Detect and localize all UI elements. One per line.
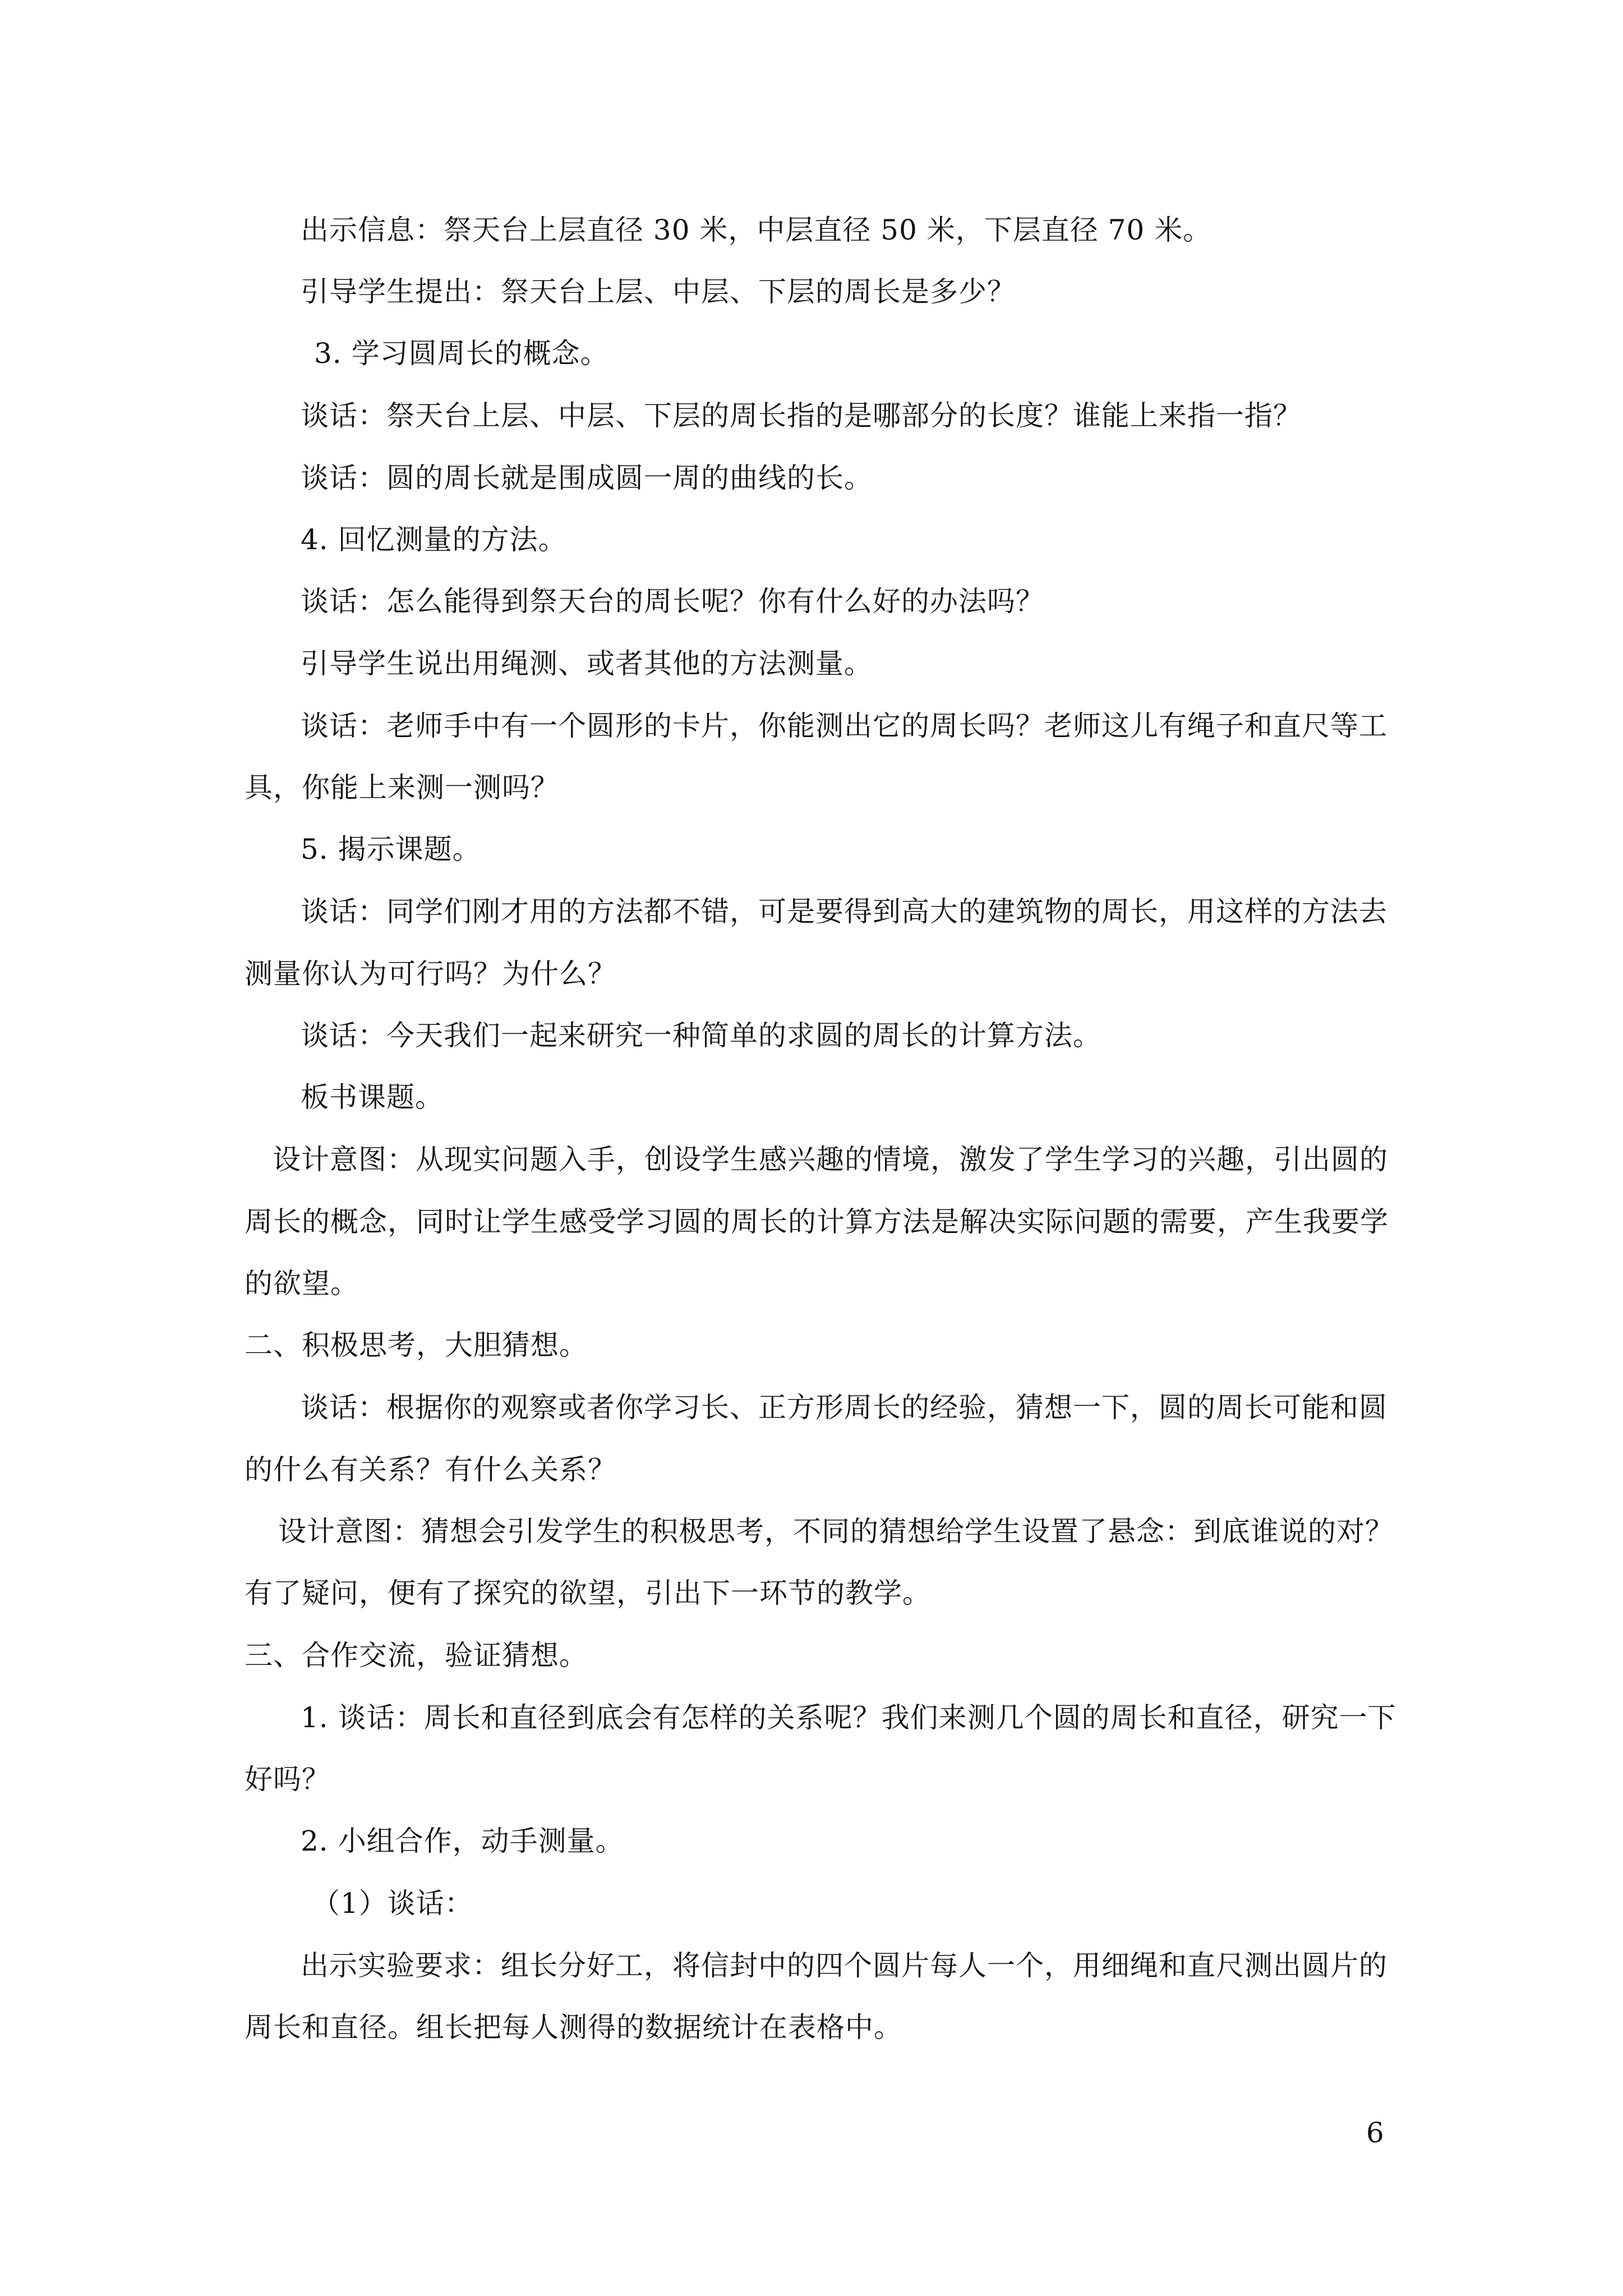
text-line: 三、合作交流，验证猜想。	[245, 1639, 588, 1672]
text-line: 出示实验要求：组长分好工，将信封中的四个圆片每人一个，用细绳和直尺测出圆片的	[301, 1949, 1387, 1982]
text-line: 引导学生提出：祭天台上层、中层、下层的周长是多少？	[301, 275, 1016, 308]
text-line: 4. 回忆测量的方法。	[301, 523, 567, 556]
text-line: 的欲望。	[245, 1267, 359, 1300]
text-line: 板书课题。	[301, 1081, 444, 1114]
text-line: 出示信息：祭天台上层直径 30 米，中层直径 50 米，下层直径 70 米。	[301, 214, 1212, 246]
text-line: 有了疑问，便有了探究的欲望，引出下一环节的教学。	[245, 1577, 931, 1609]
text-line: 2. 小组合作，动手测量。	[301, 1825, 624, 1857]
text-line: 谈话：祭天台上层、中层、下层的周长指的是哪部分的长度？谁能上来指一指？	[301, 399, 1302, 432]
text-line: 谈话：今天我们一起来研究一种简单的求圆的周长的计算方法。	[301, 1019, 1101, 1052]
text-line: 好吗？	[245, 1763, 330, 1796]
page-number: 6	[1366, 2116, 1384, 2149]
text-line: 周长和直径。组长把每人测得的数据统计在表格中。	[245, 2011, 902, 2044]
text-line: 二、积极思考，大胆猜想。	[245, 1329, 588, 1361]
text-line: 引导学生说出用绳测、或者其他的方法测量。	[301, 647, 873, 680]
text-line: 测量你认为可行吗？为什么？	[245, 958, 616, 990]
text-line: （1）谈话：	[312, 1887, 473, 1920]
text-line: 周长的概念，同时让学生感受学习圆的周长的计算方法是解决实际问题的需要，产生我要学	[245, 1205, 1389, 1238]
text-line: 谈话：怎么能得到祭天台的周长呢？你有什么好的办法吗？	[301, 585, 1044, 618]
text-line: 具，你能上来测一测吗？	[245, 771, 559, 804]
text-line: 谈话：根据你的观察或者你学习长、正方形周长的经验，猜想一下，圆的周长可能和圆	[301, 1391, 1387, 1424]
text-line: 5. 揭示课题。	[301, 833, 481, 866]
text-line: 设计意图：从现实问题入手，创设学生感兴趣的情境，激发了学生学习的兴趣，引出圆的	[273, 1143, 1388, 1176]
text-line: 的什么有关系？有什么关系？	[245, 1453, 616, 1486]
text-line: 谈话：同学们刚才用的方法都不错，可是要得到高大的建筑物的周长，用这样的方法去	[301, 895, 1387, 928]
text-line: 谈话：圆的周长就是围成圆一周的曲线的长。	[301, 462, 873, 494]
text-line: 3. 学习圆周长的概念。	[314, 337, 609, 370]
text-line: 谈话：老师手中有一个圆形的卡片，你能测出它的周长吗？老师这儿有绳子和直尺等工	[301, 710, 1387, 742]
text-line: 设计意图：猜想会引发学生的积极思考，不同的猜想给学生设置了悬念：到底谁说的对？	[278, 1515, 1394, 1548]
text-line: 1. 谈话：周长和直径到底会有怎样的关系呢？我们来测几个圆的周长和直径，研究一下	[301, 1701, 1396, 1734]
